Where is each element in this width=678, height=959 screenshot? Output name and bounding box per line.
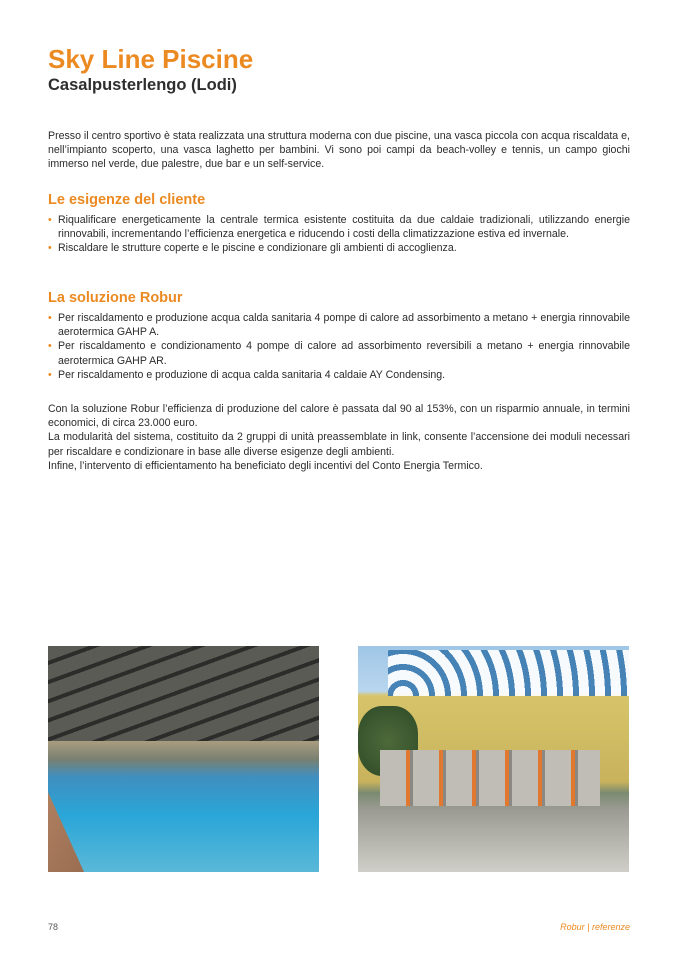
intro-paragraph: Presso il centro sportivo è stata realizzata una struttura moderna con due piscine, una vasca piccola con acqua riscaldata e, nell’impianto scoperto, una vasca laghetto per bambini. Vi sono poi campi da beach-volley e tennis, un campo giochi immerso nel verde, due palestre, due bar e un self-service. [48, 130, 630, 171]
list-item: • Per riscaldamento e produzione acqua calda sanitaria 4 pompe di calore ad assorbimento a metano + energia rinnovabile aerotermica GAHP A. [48, 311, 630, 339]
results-line: Con la soluzione Robur l’efficienza di produzione del calore è passata dal 90 al 153%, con un risparmio annuale, in termini economici, di circa 23.000 euro. [48, 403, 630, 430]
heat-pump-installation-photo [358, 646, 629, 872]
list-item: • Per riscaldamento e condizionamento 4 pompe di calore ad assorbimento reversibili a metano + energia rinnovabile aerotermica GAHP AR. [48, 339, 630, 367]
list-item: • Riqualificare energeticamente la centrale termica esistente costituita da due caldaie tradizionali, utilizzando energie rinnovabili, incrementando l’efficienza energetica e riducendo i costi della climatizzazione estiva ed invernale. [48, 213, 630, 241]
list-item: • Per riscaldamento e produzione di acqua calda sanitaria 4 caldaie AY Condensing. [48, 368, 630, 382]
page-number: 78 [48, 922, 59, 932]
list-item: • Riscaldare le strutture coperte e le piscine e condizionare gli ambienti di accoglienza. [48, 241, 630, 255]
results-line: Infine, l’intervento di efficientamento ha beneficiato degli incentivi del Conto Energia Termico. [48, 459, 483, 472]
footer-section-label: Robur | referenze [560, 922, 630, 932]
indoor-pool-photo [48, 646, 319, 872]
needs-list [48, 213, 630, 256]
page-subtitle: Casalpusterlengo (Lodi) [48, 76, 237, 94]
needs-heading: Le esigenze del cliente [48, 192, 206, 208]
solution-heading: La soluzione Robur [48, 290, 183, 306]
results-paragraph [48, 402, 630, 473]
page-title: Sky Line Piscine [48, 44, 254, 74]
results-line: La modularità del sistema, costituito da 2 gruppi di unità preassemblate in link, consente l’accensione dei moduli necessari per riscaldare e condizionare in base alle diverse esigenze degli ambienti. [48, 431, 630, 458]
solution-list [48, 311, 630, 382]
